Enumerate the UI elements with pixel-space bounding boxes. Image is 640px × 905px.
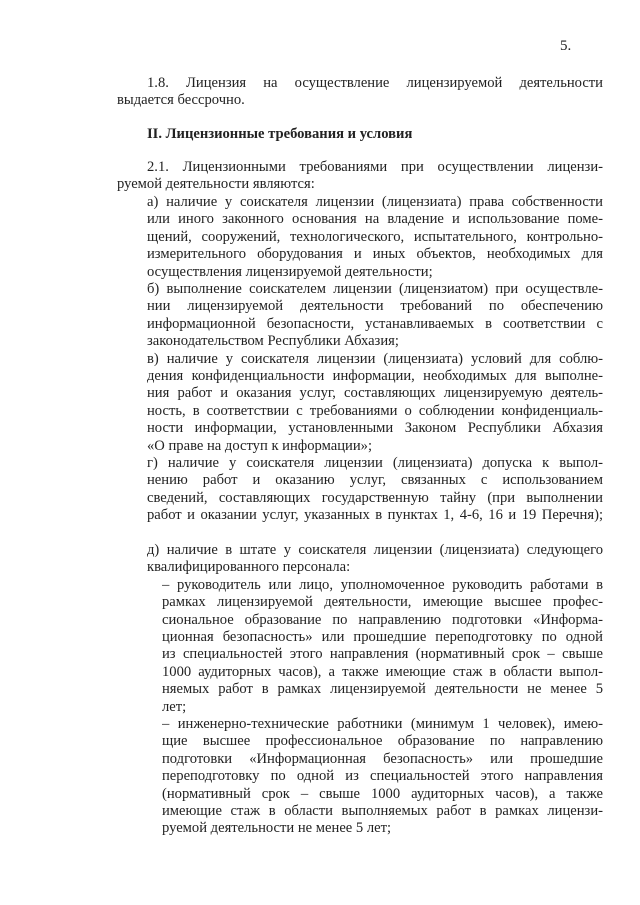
para-2-1 xyxy=(117,159,603,194)
text-line: щие высшее профессиональное образование по направлению xyxy=(162,733,603,750)
text-line: сведений, составляющих государственную тайну (при выполнении xyxy=(147,489,603,506)
text-line: рамках лицензируемой деятельности, имеющие высшее профес- xyxy=(162,594,603,611)
text-line: дения конфиденциальности информации, необходимых для выполне- xyxy=(147,367,603,384)
item-v xyxy=(147,351,603,455)
text-line: подготовки «Информационная безопасность» или прошедшие xyxy=(162,750,603,767)
text-line: руемой деятельности являются: xyxy=(117,176,315,193)
text-line: переподготовку по одной из специальностей этого направления xyxy=(162,768,603,785)
text-line: квалифицированного персонала: xyxy=(147,559,351,576)
text-line: II. Лицензионные требования и условия xyxy=(147,126,413,142)
text-line: руемой деятельности не менее 5 лет; xyxy=(162,820,392,837)
dash-1 xyxy=(162,577,603,716)
text-line: осуществления лицензируемой деятельности; xyxy=(147,263,433,280)
text-line: сиональное образование по направлению подготовки «Информа- xyxy=(162,611,603,628)
text-line: законодательством Республики Абхазия; xyxy=(147,333,399,350)
text-line: имеющие стаж в области выполняемых работ в рамках лицензи- xyxy=(162,802,603,819)
text-line: – инженерно-технические работники (минимум 1 человек), имею- xyxy=(162,716,603,732)
item-g xyxy=(147,455,603,525)
item-a xyxy=(147,194,603,281)
text-line: выдается бессрочно. xyxy=(117,92,245,109)
text-line: или иного законного основания на владение и использование поме- xyxy=(147,211,603,228)
text-line: работ и оказании услуг, указанных в пунктах 1, 4-6, 16 и 19 Перечня); xyxy=(147,507,603,524)
text-line: (нормативный срок – свыше 1000 аудиторных часов), а также xyxy=(162,785,603,802)
text-line: 1000 аудиторных часов), а также имеющие стаж в области выпол- xyxy=(162,663,603,680)
text-line: ность, в соответствии с требованиями о соблюдении конфиденциаль- xyxy=(147,402,603,419)
text-line: 1.8. Лицензия на осуществление лицензируемой деятельности xyxy=(147,75,603,91)
text-line: щений, сооружений, технологического, испытательного, контрольно- xyxy=(147,228,603,245)
text-line: д) наличие в штате у соискателя лицензии (лицензиата) следующего xyxy=(147,542,603,558)
section-2-heading xyxy=(147,126,603,143)
item-b xyxy=(147,281,603,351)
text-line: г) наличие у соискателя лицензии (лицензиата) допуска к выпол- xyxy=(147,455,603,471)
text-line: б) выполнение соискателем лицензии (лицензиатом) при осуществле- xyxy=(147,281,603,297)
text-line: ности информации, установленными Законом Республики Абхазия xyxy=(147,420,603,437)
page-number: 5. xyxy=(560,38,572,54)
text-line: няемых работ в рамках лицензируемой деятельности не менее 5 xyxy=(162,681,603,698)
text-line: лет; xyxy=(162,698,187,715)
text-line: в) наличие у соискателя лицензии (лицензиата) условий для соблю- xyxy=(147,350,603,367)
text-line: нии лицензируемой деятельности требований по обеспечению xyxy=(147,298,603,315)
text-line: ционная безопасность» или прошедшие переподготовку по одной xyxy=(162,628,603,645)
text-line: нению работ и оказанию услуг, связанных с использованием xyxy=(147,472,603,489)
text-line: измерительного оборудования и иных объектов, необходимых для xyxy=(147,246,603,263)
item-d xyxy=(147,542,603,577)
text-line: а) наличие у соискателя лицензии (лицензиата) права собственности xyxy=(147,194,603,210)
text-line: из специальностей этого направления (нормативный срок – свыше xyxy=(162,646,603,663)
text-line: информационной безопасности, устанавливаемых в соответствии с xyxy=(147,315,603,332)
text-line: ния работ и оказания услуг, составляющих лицензируемую деятель- xyxy=(147,385,603,402)
dash-2 xyxy=(162,716,603,838)
text-line: – руководитель или лицо, уполномоченное руководить работами в xyxy=(162,576,603,593)
para-1-8 xyxy=(117,75,603,110)
text-line: «О праве на доступ к информации»; xyxy=(147,437,373,454)
text-line: 2.1. Лицензионными требованиями при осуществлении лицензи- xyxy=(147,159,603,175)
